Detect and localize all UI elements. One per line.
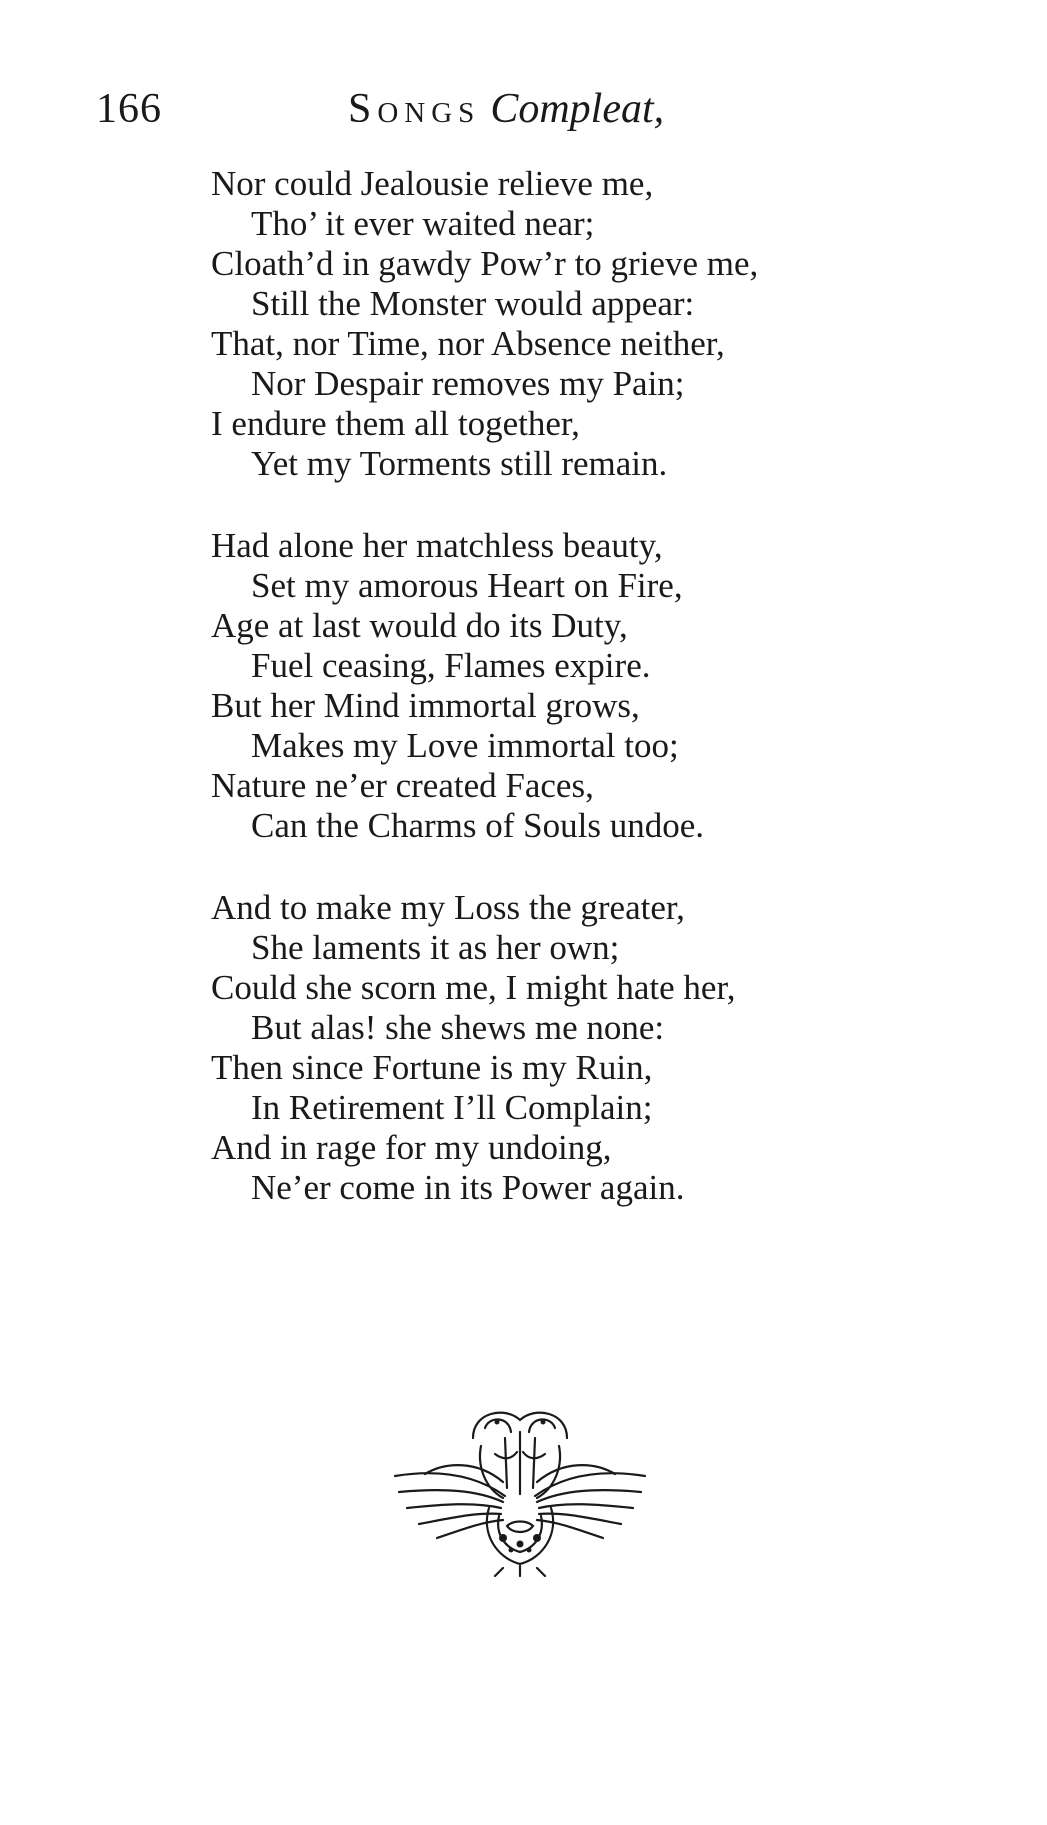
page-number: 166 [96,86,162,132]
stanza [211,164,931,484]
verse-line: Then since Fortune is my Ruin, [211,1048,653,1087]
winged-cherub-tailpiece-icon [385,1398,655,1578]
verse-line: Can the Charms of Souls undoe. [251,806,705,845]
verse-line: Age at last would do its Duty, [211,606,628,645]
verse-line: Fuel ceasing, Flames expire. [251,646,651,685]
verse-line: Could she scorn me, I might hate her, [211,968,736,1007]
verse-line: In Retirement I’ll Complain; [251,1088,653,1127]
verse-line: That, nor Time, nor Absence neither, [211,324,725,363]
verse-line: Had alone her matchless beauty, [211,526,663,565]
stanza [211,888,931,1208]
verse-line: But her Mind immortal grows, [211,686,640,725]
running-title-smallcaps: Songs [348,86,481,132]
running-title-italic: Compleat, [490,86,665,132]
poem-body [211,164,931,1250]
verse-line: And in rage for my undoing, [211,1128,612,1167]
verse-line: Set my amorous Heart on Fire, [251,566,683,605]
verse-line: Nor could Jealousie relieve me, [211,164,654,203]
verse-line: Ne’er come in its Power again. [251,1168,685,1207]
verse-line: Nor Despair removes my Pain; [251,364,685,403]
stanza [211,526,931,846]
verse-line: Still the Monster would appear: [251,284,695,323]
verse-line: She laments it as her own; [251,928,620,967]
verse-line: Cloath’d in gawdy Pow’r to grieve me, [211,244,759,283]
verse-line: And to make my Loss the greater, [211,888,685,927]
verse-line: Tho’ it ever waited near; [251,204,595,243]
verse-line: Nature ne’er created Faces, [211,766,594,805]
running-title [348,74,664,144]
running-header [0,74,1047,144]
verse-line: But alas! she shews me none: [251,1008,665,1047]
verse-line: Makes my Love immortal too; [251,726,679,765]
verse-line: I endure them all together, [211,404,580,443]
verse-line: Yet my Torments still remain. [251,444,668,483]
